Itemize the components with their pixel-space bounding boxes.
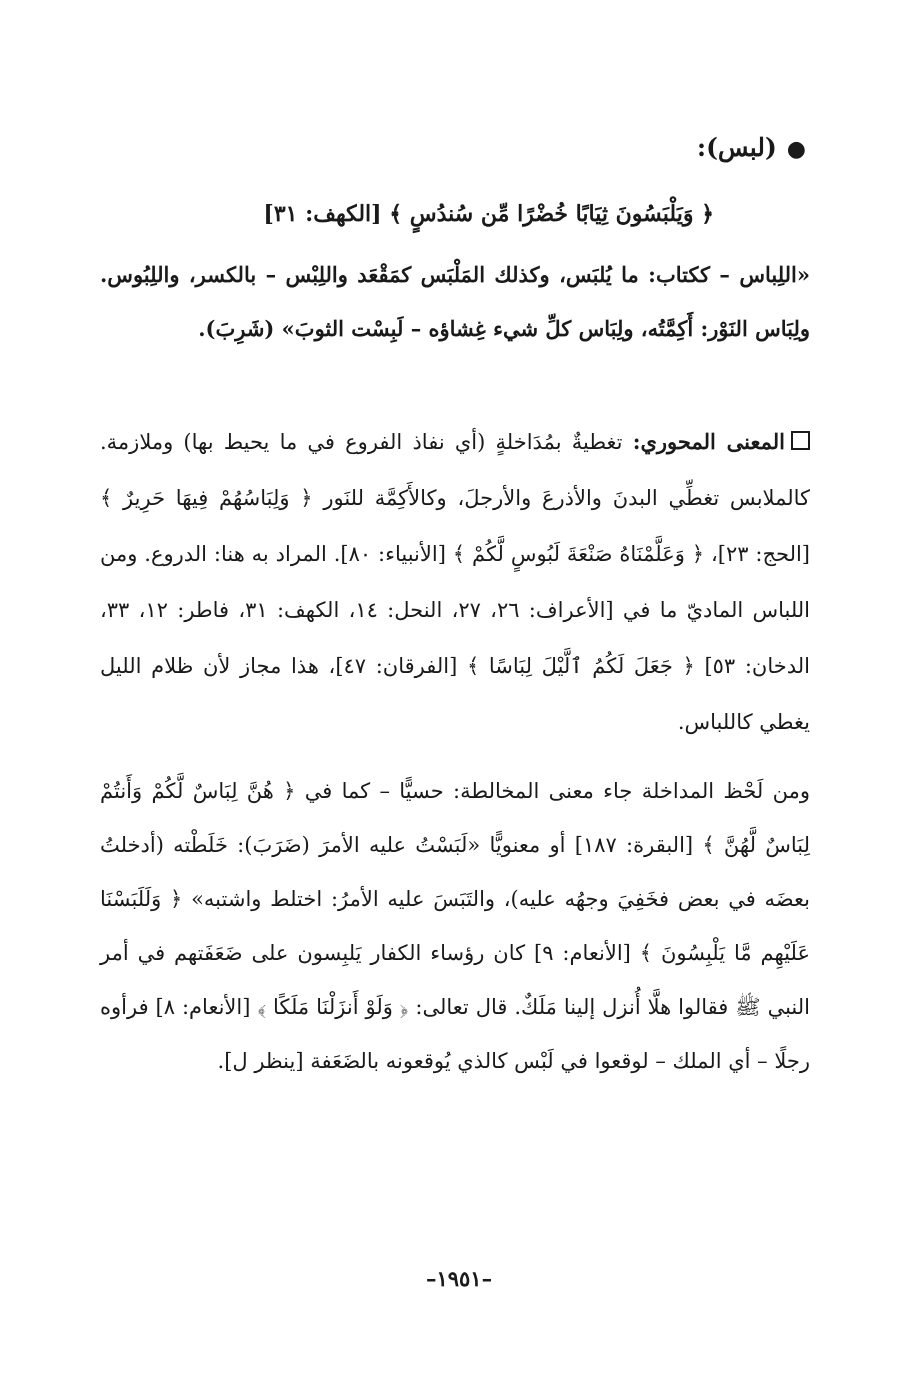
axial-meaning-paragraph (100, 414, 810, 750)
dictionary-definition: «اللِباس – ككتاب: ما يُلبَس، وكذلك المَلْبَس كمَقْعَد واللِبْس – بالكسر، واللِبُوس. ولِبَاس النَوْر: أَكِمَّتُه، ولِبَاس كلِّ شيء غِشاؤه – لَبِسْت الثوبَ» (شَرِبَ). (100, 262, 810, 341)
root-word: (لبس): (696, 133, 777, 162)
axial-meaning-label: المعنى المحوري: (632, 429, 785, 454)
bullet-icon: ● (786, 136, 806, 162)
axial-meaning-text: تغطيةٌ بمُدَاخلةٍ (أي نفاذ الفروع في ما يحيط بها) وملازمة. كالملابس تغطِّي البدنَ والأذرعَ والأرجلَ، وكالأَكِمَّة للنَور ﴿ وَلِبَاسُهُمْ فِيهَا حَرِيرٌ ﴾ [الحج: ٢٣]، ﴿ وَعَلَّمْنَاهُ صَنْعَةَ لَبُوسٍ لَّكُمْ ﴾ [الأنبياء: ٨٠]. المراد به هنا: الدروع. ومن اللباس الماديّ ما في [الأعراف: ٢٦، ٢٧، النحل: ١٤، الكهف: ٣١، فاطر: ١٢، ٣٣، الدخان: ٥٣] ﴿ جَعَلَ لَكُمُ ٱلَّيْلَ لِبَاسًا ﴾ [الفرقان: ٤٧]، هذا مجاز لأن ظلام الليل يغطي كاللباس. (100, 430, 811, 734)
entry-heading (697, 128, 806, 169)
book-page (100, 0, 810, 1376)
mixing-meaning-paragraph: ومن لَحْظ المداخلة جاء معنى المخالطة: حسيًّا – كما في ﴿ هُنَّ لِبَاسٌ لَّكُمْ وَأَنتُمْ لِبَاسٌ لَّهُنَّ ﴾ [البقرة: ١٨٧] أو معنويًّا «لَبَسْتُ عليه الأمرَ (ضَرَبَ): خَلَطْته (أدخلتُ بعضَه في بعض فخَفِيَ وجهُه عليه)، والتَبَسَ عليه الأمرُ: اختلط واشتبه» ﴿ وَلَلَبَسْنَا عَلَيْهِم مَّا يَلْبِسُونَ ﴾ [الأنعام: ٩] كان رؤساء الكفار يَلبِسون على ضَعَفَتهم في أمر النبي ﷺ فقالوا هلَّا أُنزل إلينا مَلَكٌ. قال تعالى: ﴿ وَلَوْ أَنزَلْنَا مَلَكًا ﴾ [الأنعام: ٨] فرأوه رجلًا – أي الملك – لوقعوا في لَبْس كالذي يُوقعونه بالضَعَفة [ينظر ل]. (100, 779, 810, 1073)
quran-verse: ﴿ وَيَلْبَسُونَ ثِيَابًا خُضْرًا مِّن سُندُسٍ ﴾ [الكهف: ٣١] (263, 201, 714, 227)
page-number: –١٩٥١– (425, 1266, 493, 1291)
square-icon (791, 431, 810, 450)
